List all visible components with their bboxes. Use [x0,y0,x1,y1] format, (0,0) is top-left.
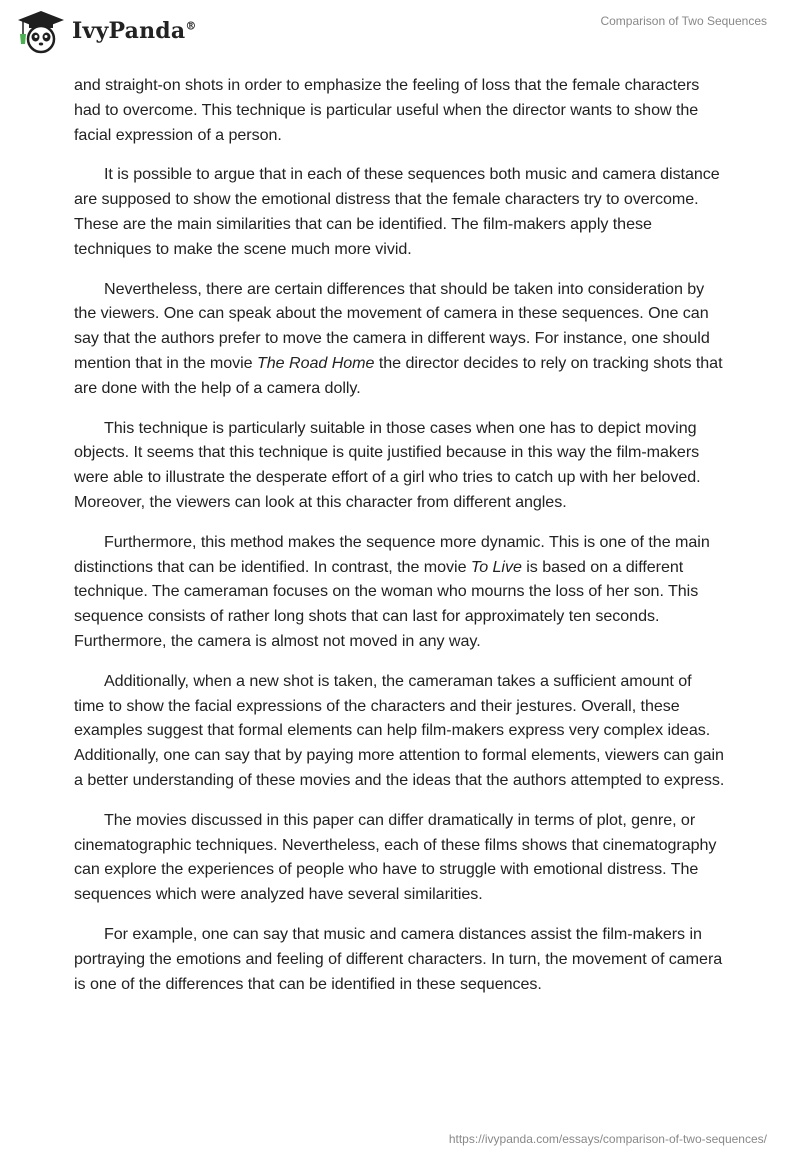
essay-paragraph [74,277,726,401]
essay-body [74,73,726,1011]
source-url[interactable]: https://ivypanda.com/essays/comparison-of-two-sequences/ [448,1132,767,1146]
paragraph-text: the director decides to rely on tracking shots that are done with the help of a camera dolly. [74,353,723,397]
paragraph-text: For example, one can say that music and camera distances assist the film-makers in portraying the emotions and feeling of different characters. In turn, the movement of camera is one of the differences that can be identified in these sequences. [74,924,723,993]
paragraph-text: The movies discussed in this paper can differ dramatically in terms of plot, genre, or cinematographic techniques. Nevertheless, each of these films shows that cinematography can explore the experiences of people who have to struggle with emotional distress. The sequences which were analyzed have several similarities. [74,810,717,904]
paragraph-text: and straight-on shots in order to emphasize the feeling of loss that the female characters had to overcome. This technique is particular useful when the director wants to show the facial expression of a person. [74,76,700,144]
film-title: The Road Home [257,353,375,372]
essay-paragraph [74,162,726,261]
paragraph-text: It is possible to argue that in each of these sequences both music and camera distance are supposed to show the emotional distress that the female characters try to overcome. These are the main similarities that can be identified. The film-makers apply these techniques to make the scene much more vivid. [74,165,720,258]
essay-paragraph [74,73,726,147]
brand-name: IvyPanda® [72,18,197,44]
page-header [0,0,800,60]
paragraph-text: Furthermore, this method makes the sequence more dynamic. This is one of the main distinctions that can be identified. In contrast, the movie [74,532,710,576]
essay-paragraph [74,669,726,793]
paragraph-text: This technique is particularly suitable in those cases when one has to depict moving objects. It seems that this technique is quite justified because in this way the film-makers were able to illustrate the desperate effort of a girl who tries to catch up with her beloved. Moreover, the viewers can look at this character from different angles. [74,418,701,511]
essay-paragraph [74,416,726,515]
brand-logo[interactable] [14,8,197,54]
essay-paragraph [74,922,726,996]
paragraph-text: is based on a different technique. The cameraman focuses on the woman who mourns the loss of her son. This sequence consists of rather long shots that can last for approximately ten seconds. Furthermore, the camera is almost not moved in any way. [74,557,699,650]
paragraph-text: Nevertheless, there are certain differences that should be taken into consideration by the viewers. One can speak about the movement of camera in these sequences. One can say that the authors prefer to move the camera in different ways. For instance, one should mention that in the movie [74,279,710,372]
panda-graduate-icon [14,8,68,54]
film-title: To Live [470,557,522,576]
document-title: Comparison of Two Sequences [600,14,767,28]
paragraph-text: Additionally, when a new shot is taken, the cameraman takes a sufficient amount of time to show the facial expressions of the characters and their jestures. Overall, these examples suggest that formal elements can help film-makers express very complex ideas. Additionally, one can say that by paying more attention to formal elements, viewers can gain a better understanding of these movies and the ideas that the authors attempted to express. [74,671,725,789]
essay-paragraph [74,808,726,907]
essay-paragraph [74,530,726,654]
